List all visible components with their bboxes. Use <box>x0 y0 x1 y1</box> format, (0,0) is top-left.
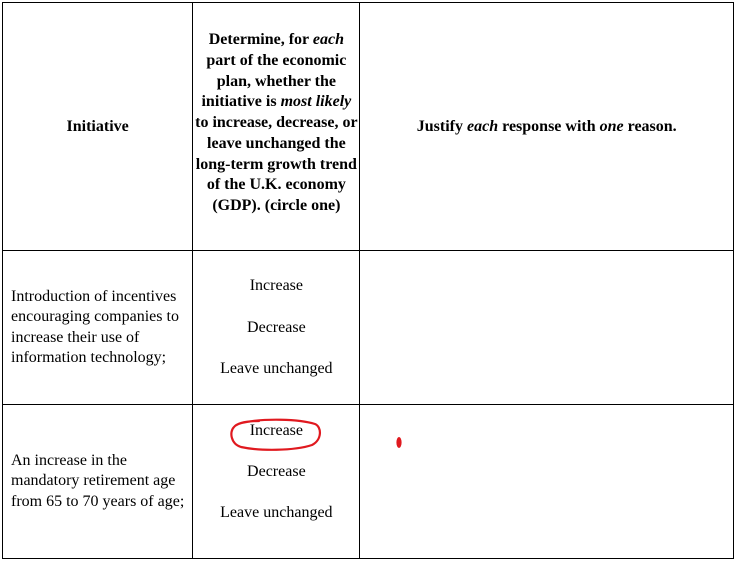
table-row <box>3 251 734 405</box>
option-leave-unchanged[interactable]: Leave unchanged <box>220 360 333 377</box>
option-increase[interactable]: Increase <box>249 422 303 439</box>
red-circle-annotation <box>229 418 322 452</box>
initiative-cell: An increase in the mandatory retirement age from 65 to 70 years of age; <box>3 405 193 559</box>
option-increase[interactable]: Increase <box>249 277 303 294</box>
justification-cell[interactable] <box>360 251 734 405</box>
header-determine: Determine, for each part of the economic plan, whether the initiative is most likely to increase, decrease, or leave unchanged the long-term growth trend of the U.K. economy (GDP). (circle one) <box>193 3 360 251</box>
header-row <box>3 3 734 251</box>
initiative-cell: Introduction of incentives encouraging companies to increase their use of information technology; <box>3 251 193 405</box>
option-leave-unchanged[interactable]: Leave unchanged <box>220 504 333 521</box>
header-initiative <box>3 3 193 251</box>
option-decrease[interactable]: Decrease <box>247 463 306 480</box>
option-decrease[interactable]: Decrease <box>247 319 306 336</box>
justification-cell[interactable] <box>360 405 734 559</box>
header-initiative-label: Initiative <box>66 117 129 135</box>
options-cell <box>193 251 360 405</box>
table-row <box>3 405 734 559</box>
economic-plan-table <box>2 2 734 559</box>
red-pen-mark <box>396 436 402 449</box>
header-justify: Justify each response with one reason. <box>360 3 734 251</box>
